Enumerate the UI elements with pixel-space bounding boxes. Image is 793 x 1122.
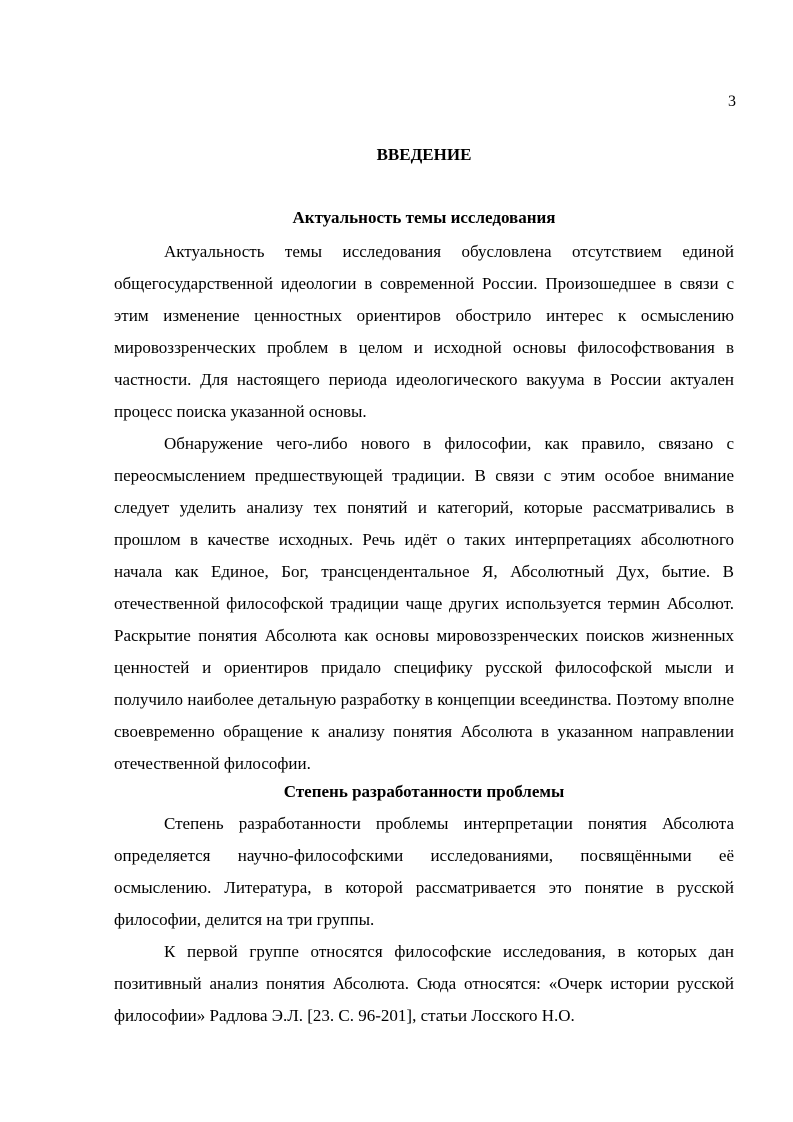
- section-title-relevance: Актуальность темы исследования: [292, 208, 556, 227]
- document-body: [114, 143, 734, 1032]
- paragraph: Обнаружение чего-либо нового в философии, как правило, связано с переосмыслением предшествующей традиции. В связи с этим особое внимание следует уделить анализу тех понятий и категорий, которые рассматривались в прошлом в качестве исходных. Речь идёт о таких интерпретациях абсолютного начала как Единое, Бог, трансцендентальное Я, Абсолютный Дух, бытие. В отечественной философской традиции чаще других используется термин Абсолют. Раскрытие понятия Абсолюта как основы мировоззренческих поисков жизненных ценностей и ориентиров придало специфику русской философской мысли и получило наиболее детальную разработку в концепции всеединства. Поэтому вполне своевременно обращение к анализу понятия Абсолюта в указанном направлении отечественной философии.: [114, 434, 734, 773]
- page-number: 3: [728, 93, 736, 110]
- section-degree-of-development: [114, 780, 734, 1032]
- paragraph: К первой группе относятся философские исследования, в которых дан позитивный анализ понятия Абсолюта. Сюда относятся: «Очерк истории русской философии» Радлова Э.Л. [23. С. 96-201], статьи Лосского Н.О.: [114, 942, 734, 1025]
- page-title: ВВЕДЕНИЕ: [376, 145, 472, 164]
- section-title-degree-of-development: Степень разработанности проблемы: [283, 782, 565, 801]
- paragraph: Степень разработанности проблемы интерпретации понятия Абсолюта определяется научно-философскими исследованиями, посвящёнными её осмыслению. Литература, в которой рассматривается это понятие в русской философии, делится на три группы.: [114, 814, 734, 929]
- paragraph: Актуальность темы исследования обусловлена отсутствием единой общегосударственной идеологии в современной России. Произошедшее в связи с этим изменение ценностных ориентиров обострило интерес к осмыслению мировоззренческих проблем в целом и исходной основы философствования в частности. Для настоящего периода идеологического вакуума в России актуален процесс поиска указанной основы.: [114, 242, 734, 421]
- section-relevance: [114, 206, 734, 780]
